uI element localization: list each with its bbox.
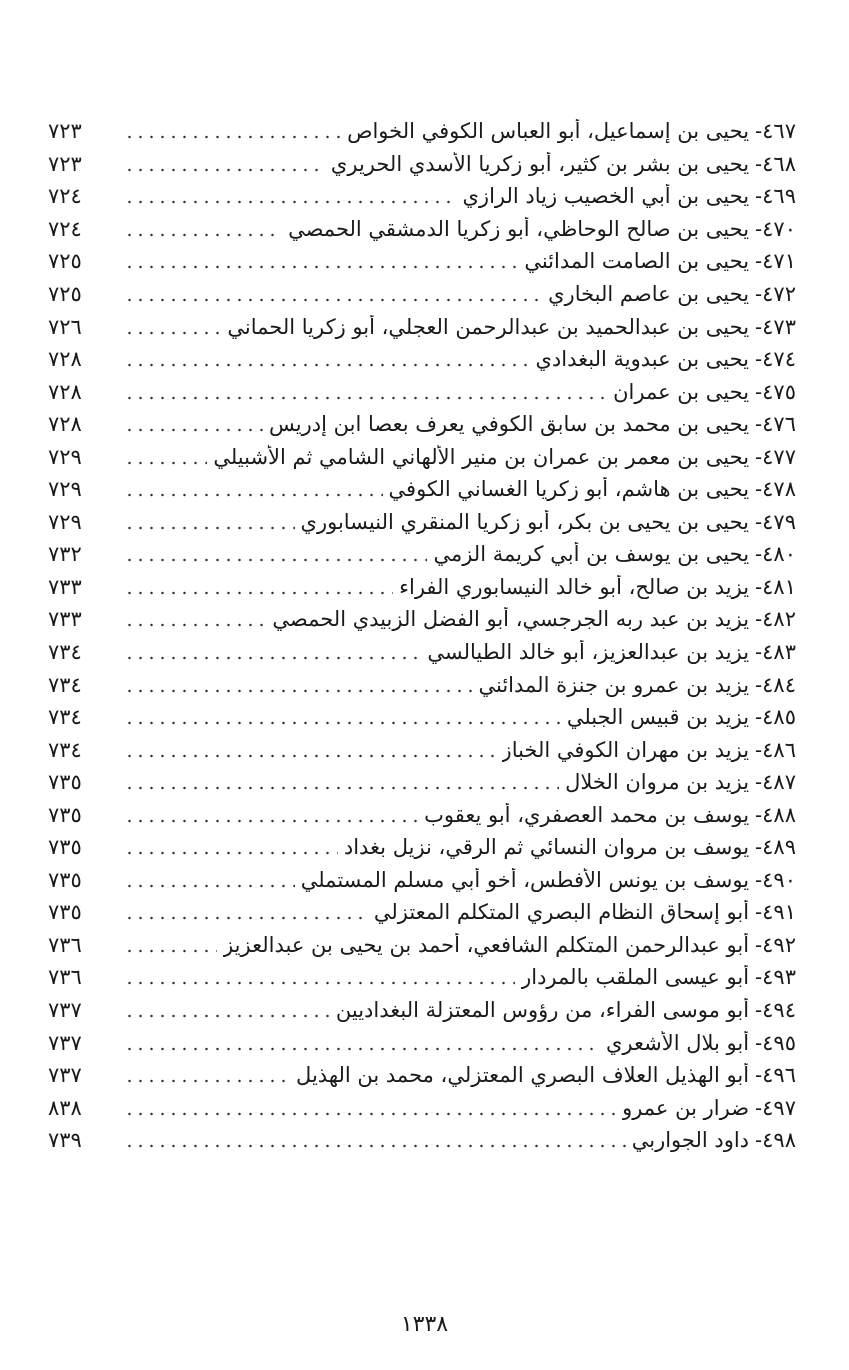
entry-page-ref: ٧٣٢ [48, 542, 82, 567]
entry-name: يحيى بن يوسف بن أبي كريمة الزمي [433, 542, 750, 567]
dot-leader [124, 231, 282, 239]
entry-name: يزيد بن عبدالعزيز، أبو خالد الطيالسي [427, 640, 750, 665]
entry-page-ref: ٧٢٣ [48, 151, 82, 176]
index-entry [48, 278, 796, 311]
index-entry [48, 1059, 796, 1092]
index-entry [48, 473, 796, 506]
index-entry [48, 115, 796, 148]
index-entry [48, 1091, 796, 1124]
index-entry [48, 440, 796, 473]
dot-leader [124, 361, 529, 369]
dot-leader [124, 1045, 600, 1053]
index-entry [48, 408, 796, 441]
dot-leader [124, 491, 383, 499]
entry-name: يزيد بن صالح، أبو خالد النيسابوري الفراء [399, 574, 750, 599]
dot-leader [124, 687, 472, 695]
index-entry [48, 929, 796, 962]
entry-page-ref: ٧٣٤ [48, 640, 82, 665]
dot-leader [124, 556, 427, 564]
dot-leader [124, 426, 263, 434]
entry-name: يحيى بن إسماعيل، أبو العباس الكوفي الخواص [347, 119, 750, 144]
entry-number: ٤٧٤- [755, 347, 796, 372]
entry-page-ref: ٧٣٦ [48, 932, 82, 957]
entry-page-ref: ٧٣٣ [48, 574, 82, 599]
dot-leader [124, 459, 207, 467]
dot-leader [124, 979, 515, 987]
index-entry [48, 180, 796, 213]
entry-name: يزيد بن مروان الخلال [565, 770, 750, 795]
dot-leader [124, 394, 607, 402]
entry-number: ٤٩١- [755, 900, 796, 925]
entry-page-ref: ٧٣٣ [48, 607, 82, 632]
page-number: ١٣٣٨ [400, 1312, 449, 1337]
entry-page-ref: ٧٣٥ [48, 770, 82, 795]
dot-leader [124, 198, 456, 206]
dot-leader [124, 784, 559, 792]
entry-name: داود الجواربي [631, 1128, 750, 1153]
entry-page-ref: ٧٢٩ [48, 444, 82, 469]
entry-number: ٤٧١- [755, 249, 796, 274]
entry-name: يحيى بن عمران [613, 379, 750, 404]
entry-name: يوسف بن يونس الأفطس، أخو أبي مسلم المستملي [300, 867, 750, 892]
entry-number: ٤٧٧- [755, 444, 796, 469]
entry-name: يحيى بن عبدالحميد بن عبدالرحمن العجلي، أبو زكريا الحماني [227, 314, 750, 339]
entry-number: ٤٩٨- [755, 1128, 796, 1153]
entry-page-ref: ٧٢٤ [48, 184, 82, 209]
entry-number: ٤٨٩- [755, 835, 796, 860]
entry-page-ref: ٧٢٨ [48, 347, 82, 372]
index-entry [48, 245, 796, 278]
entry-name: يحيى بن هاشم، أبو زكريا الغساني الكوفي [388, 477, 750, 502]
dot-leader [124, 166, 325, 174]
entry-page-ref: ٧٣٥ [48, 835, 82, 860]
entry-page-ref: ٧٢٥ [48, 249, 82, 274]
entry-name: يحيى بن عبدوية البغدادي [535, 347, 750, 372]
entry-number: ٤٧٨- [755, 477, 796, 502]
entry-page-ref: ٧٣٧ [48, 1030, 82, 1055]
entry-page-ref: ٧٣٤ [48, 705, 82, 730]
entry-name: يزيد بن مهران الكوفي الخباز [501, 737, 750, 762]
index-list [48, 115, 796, 1157]
entry-number: ٤٦٨- [755, 151, 796, 176]
dot-leader [124, 621, 266, 629]
entry-name: يوسف بن مروان النسائي ثم الرقي، نزيل بغداد [343, 835, 750, 860]
entry-page-ref: ٧٢٥ [48, 282, 82, 306]
entry-number: ٤٨٨- [755, 802, 796, 827]
entry-number: ٤٨٣- [755, 640, 796, 665]
index-entry [48, 766, 796, 799]
index-entry [48, 213, 796, 246]
index-entry [48, 375, 796, 408]
index-entry [48, 896, 796, 929]
index-entry [48, 864, 796, 897]
index-entry [48, 538, 796, 571]
entry-number: ٤٧٥- [755, 379, 796, 404]
index-entry [48, 636, 796, 669]
index-entry [48, 668, 796, 701]
dot-leader [124, 654, 421, 662]
dot-leader [124, 1012, 330, 1020]
dot-leader [124, 752, 496, 760]
entry-page-ref: ٧٣٧ [48, 998, 82, 1023]
index-entry [48, 994, 796, 1027]
entry-number: ٤٩٥- [755, 1030, 796, 1055]
index-entry [48, 1026, 796, 1059]
entry-number: ٤٨٧- [755, 770, 796, 795]
entry-number: ٤٦٩- [755, 184, 796, 209]
index-entry [48, 733, 796, 766]
entry-number: ٤٩٤- [755, 998, 796, 1023]
entry-page-ref: ٧٢٩ [48, 477, 82, 502]
dot-leader [124, 1142, 626, 1150]
entry-page-ref: ٧٢٨ [48, 379, 82, 404]
dot-leader [124, 817, 418, 825]
entry-name: يحيى بن صالح الوحاظي، أبو زكريا الدمشقي الحمصي [288, 216, 750, 241]
dot-leader [124, 947, 217, 955]
entry-page-ref: ٧٣٤ [48, 737, 82, 762]
entry-number: ٤٧٣- [755, 314, 796, 339]
dot-leader [124, 719, 561, 727]
entry-page-ref: ٧٣٥ [48, 867, 82, 892]
entry-name: أبو عيسى الملقب بالمردار [521, 965, 750, 990]
entry-name: ضرار بن عمرو [622, 1095, 750, 1120]
index-entry [48, 571, 796, 604]
entry-name: يحيى بن أبي الخصيب زياد الرازي [462, 184, 750, 209]
dot-leader [124, 914, 368, 922]
entry-page-ref: ٧٢٣ [48, 119, 82, 144]
entry-number: ٤٧٩- [755, 509, 796, 534]
entry-page-ref: ٧٢٦ [48, 314, 82, 339]
entry-name: يحيى بن محمد بن سابق الكوفي يعرف بعصا ابن إدريس [269, 412, 750, 437]
entry-name: يزيد بن قبيس الجبلي [566, 705, 750, 730]
entry-name: يحيى بن يحيى بن بكر، أبو زكريا المنقري النيسابوري [300, 509, 750, 534]
entry-name: أبو موسى الفراء، من رؤوس المعتزلة البغداديين [335, 998, 750, 1023]
entry-name: أبو إسحاق النظام البصري المتكلم المعتزلي [373, 900, 750, 925]
dot-leader [124, 1110, 616, 1118]
entry-name: أبو بلال الأشعري [605, 1030, 750, 1055]
index-entry [48, 506, 796, 539]
entry-number: ٤٦٧- [755, 119, 796, 144]
dot-leader [124, 263, 518, 271]
entry-page-ref: ٧٣٥ [48, 900, 82, 925]
index-entry [48, 701, 796, 734]
entry-name: يزيد بن عمرو بن جنزة المدائني [478, 672, 750, 697]
dot-leader [124, 589, 393, 597]
entry-page-ref: ٧٣٤ [48, 672, 82, 697]
entry-number: ٤٩٦- [755, 1063, 796, 1088]
entry-page-ref: ٧٢٩ [48, 509, 82, 534]
index-entry [48, 148, 796, 181]
index-entry [48, 798, 796, 831]
entry-number: ٤٨١- [755, 574, 796, 599]
entry-name: أبو عبدالرحمن المتكلم الشافعي، أحمد بن يحيى بن عبدالعزيز [223, 932, 750, 957]
entry-number: ٤٩٠- [755, 867, 796, 892]
entry-name: يحيى بن عاصم البخاري [548, 282, 750, 306]
entry-name: يحيى بن بشر بن كثير، أبو زكريا الأسدي الحريري [330, 151, 750, 176]
dot-leader [124, 882, 295, 890]
index-entry [48, 310, 796, 343]
entry-name: يحيى بن معمر بن عمران بن منير الألهاني الشامي ثم الأشبيلي [213, 444, 750, 469]
entry-page-ref: ٧٣٧ [48, 1063, 82, 1088]
entry-number: ٤٩٧- [755, 1095, 796, 1120]
entry-page-ref: ٧٣٥ [48, 802, 82, 827]
dot-leader [124, 133, 341, 141]
entry-name: أبو الهذيل العلاف البصري المعتزلي، محمد بن الهذيل [296, 1063, 750, 1088]
entry-name: يوسف بن محمد العصفري، أبو يعقوب [424, 802, 750, 827]
index-entry [48, 961, 796, 994]
index-entry [48, 831, 796, 864]
entry-name: يزيد بن عبد ربه الجرجسي، أبو الفضل الزبيدي الحمصي [272, 607, 750, 632]
entry-number: ٤٨٤- [755, 672, 796, 697]
index-entry [48, 603, 796, 636]
dot-leader [124, 1077, 290, 1085]
entry-number: ٤٩٣- [755, 965, 796, 990]
entry-number: ٤٧٦- [755, 412, 796, 437]
entry-number: ٤٨٥- [755, 705, 796, 730]
entry-page-ref: ٧٢٤ [48, 216, 82, 241]
entry-name: يحيى بن الصامت المدائني [524, 249, 750, 274]
entry-number: ٤٩٢- [755, 932, 796, 957]
entry-page-ref: ٧٣٩ [48, 1128, 82, 1153]
entry-number: ٤٨٦- [755, 737, 796, 762]
entry-number: ٤٧٠- [755, 216, 796, 241]
index-entry [48, 1124, 796, 1157]
dot-leader [124, 296, 542, 304]
entry-page-ref: ٧٢٨ [48, 412, 82, 437]
index-entry [48, 343, 796, 376]
dot-leader [124, 524, 295, 532]
entry-number: ٤٧٢- [755, 282, 796, 306]
entry-page-ref: ٧٣٦ [48, 965, 82, 990]
dot-leader [124, 329, 221, 337]
entry-number: ٤٨٠- [755, 542, 796, 567]
dot-leader [124, 849, 338, 857]
entry-number: ٤٨٢- [755, 607, 796, 632]
entry-page-ref: ٨٣٨ [48, 1095, 82, 1120]
